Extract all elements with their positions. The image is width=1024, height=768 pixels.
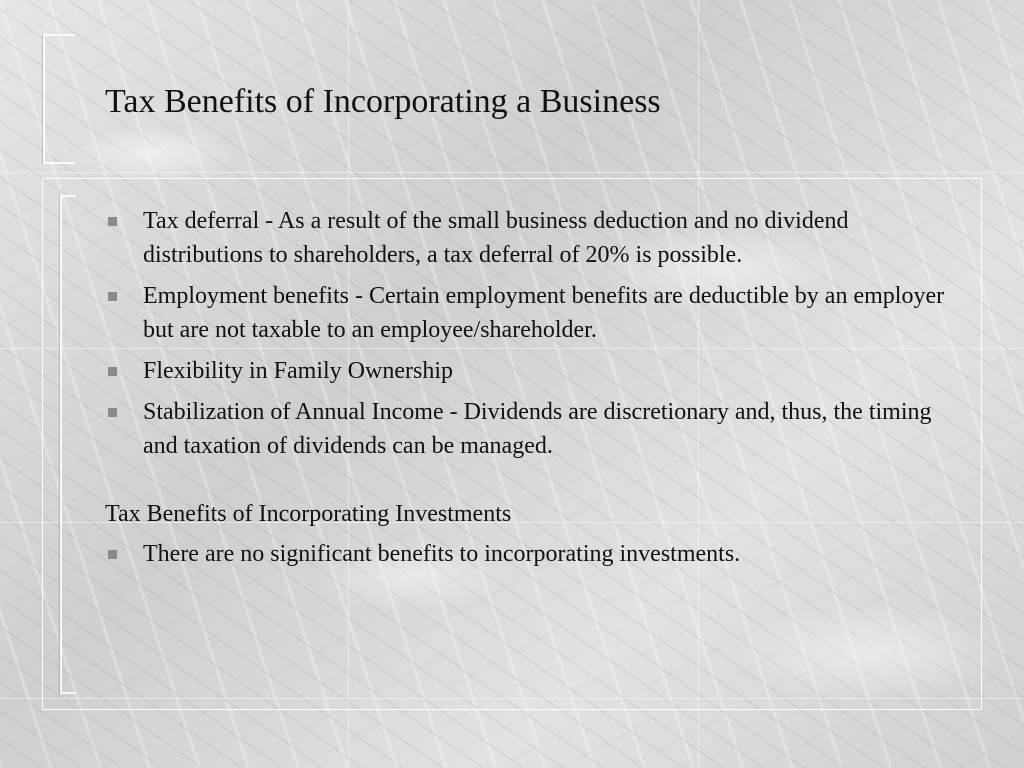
bullet-text: Stabilization of Annual Income - Dividends are discretionary and, thus, the timing and taxation of dividends can be managed. [143, 399, 932, 459]
slide-content [105, 204, 965, 578]
investments-heading: Tax Benefits of Incorporating Investments [105, 501, 512, 527]
slide-title: Tax Benefits of Incorporating a Business [105, 83, 661, 120]
business-benefits-list [105, 204, 965, 463]
bullet-text: Tax deferral - As a result of the small business deduction and no dividend distributions to shareholders, a tax deferral of 20% is possible. [143, 208, 849, 268]
title-accent-bracket [43, 34, 75, 164]
square-bullet-icon [108, 408, 117, 417]
background-seam [0, 172, 1024, 173]
bullet-text: Employment benefits - Certain employment benefits are deductible by an employer but are not taxable to an employee/shareholder. [143, 283, 945, 343]
square-bullet-icon [108, 217, 117, 226]
list-item [105, 354, 965, 388]
bullet-text: Flexibility in Family Ownership [143, 358, 453, 384]
list-item [105, 537, 965, 571]
investments-benefits-list [105, 537, 965, 571]
content-accent-bracket [60, 195, 76, 694]
list-item [105, 395, 965, 463]
bullet-text: There are no significant benefits to incorporating investments. [143, 541, 741, 567]
square-bullet-icon [108, 292, 117, 301]
square-bullet-icon [108, 367, 117, 376]
list-item [105, 204, 965, 272]
list-item [105, 279, 965, 347]
square-bullet-icon [108, 550, 117, 559]
